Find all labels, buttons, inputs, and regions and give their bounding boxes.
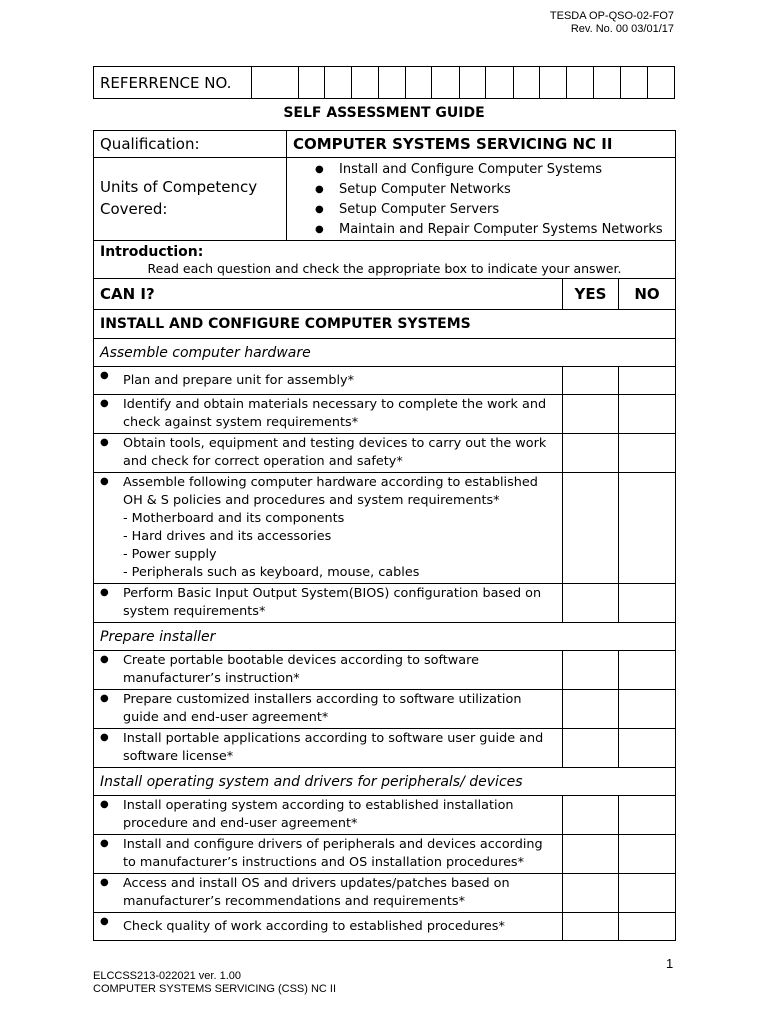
reference-box[interactable] <box>432 67 459 99</box>
reference-box[interactable] <box>621 67 647 99</box>
bullet-icon: ● <box>100 437 109 448</box>
revision-number: Rev. No. 00 03/01/17 <box>570 23 674 35</box>
assessment-row <box>94 796 676 835</box>
assessment-item-text: Check quality of work according to established procedures* <box>123 918 505 934</box>
assessment-item-text: Plan and prepare unit for assembly* <box>123 372 354 388</box>
yes-checkbox-cell[interactable] <box>563 729 619 768</box>
assessment-item <box>94 690 563 729</box>
assessment-row <box>94 729 676 768</box>
document-header <box>550 10 674 36</box>
assessment-sub-item: - Power supply <box>123 547 217 562</box>
bullet-icon: ● <box>100 838 109 849</box>
bullet-icon: ● <box>100 799 109 810</box>
introduction <box>94 241 676 279</box>
qualification-label: Qualification: <box>94 131 287 158</box>
reference-box[interactable] <box>647 67 675 99</box>
assessment-row <box>94 584 676 623</box>
no-header: NO <box>619 279 676 310</box>
footer-doc-version: ELCCSS213-022021 ver. 1.00 <box>93 970 241 982</box>
no-checkbox-cell[interactable] <box>619 690 676 729</box>
assessment-item <box>94 913 563 941</box>
reference-box[interactable] <box>324 67 351 99</box>
assessment-item <box>94 835 563 874</box>
bullet-icon: ● <box>100 476 109 487</box>
no-checkbox-cell[interactable] <box>619 651 676 690</box>
reference-box[interactable] <box>567 67 593 99</box>
assessment-item-text: Access and install OS and drivers updates/patches based on manufacturer’s recommendations and requirements* <box>123 876 510 909</box>
introduction-text: Read each question and check the appropriate box to indicate your answer. <box>147 261 622 276</box>
subsection-title: Prepare installer <box>94 623 676 651</box>
page-number: 1 <box>666 956 674 971</box>
reference-number-table <box>93 66 675 99</box>
unit-item: ● Install and Configure Computer Systems <box>339 160 675 180</box>
reference-box[interactable] <box>459 67 485 99</box>
yes-checkbox-cell[interactable] <box>563 367 619 395</box>
assessment-sub-item: - Peripherals such as keyboard, mouse, cables <box>123 565 420 580</box>
units-label: Units of Competency Covered: <box>94 158 287 241</box>
page-title: SELF ASSESSMENT GUIDE <box>283 105 485 121</box>
assessment-row <box>94 835 676 874</box>
bullet-icon: ● <box>100 398 109 409</box>
introduction-heading: Introduction: <box>100 244 204 260</box>
assessment-item <box>94 434 563 473</box>
no-checkbox-cell[interactable] <box>619 874 676 913</box>
assessment-sub-item: - Motherboard and its components <box>123 511 345 526</box>
bullet-icon: ● <box>100 587 109 598</box>
yes-checkbox-cell[interactable] <box>563 473 619 584</box>
assessment-item-text: Identify and obtain materials necessary to complete the work and check against system requirements* <box>123 397 547 430</box>
reference-box[interactable] <box>406 67 432 99</box>
assessment-row <box>94 434 676 473</box>
assessment-row <box>94 395 676 434</box>
yes-checkbox-cell[interactable] <box>563 651 619 690</box>
section-title: INSTALL AND CONFIGURE COMPUTER SYSTEMS <box>94 310 676 339</box>
yes-checkbox-cell[interactable] <box>563 690 619 729</box>
no-checkbox-cell[interactable] <box>619 729 676 768</box>
assessment-row <box>94 690 676 729</box>
reference-box[interactable] <box>352 67 378 99</box>
assessment-item <box>94 796 563 835</box>
bullet-icon: ● <box>100 732 109 743</box>
units-list-cell <box>287 158 676 241</box>
assessment-item-text: Perform Basic Input Output System(BIOS) configuration based on system requirements* <box>123 586 542 619</box>
assessment-item-text: Create portable bootable devices according to software manufacturer’s instruction* <box>123 653 479 686</box>
assessment-item <box>94 473 563 584</box>
assessment-item <box>94 651 563 690</box>
assessment-item <box>94 584 563 623</box>
bullet-icon: ● <box>100 370 109 381</box>
reference-box[interactable] <box>252 67 298 99</box>
document-footer <box>93 970 336 996</box>
yes-checkbox-cell[interactable] <box>563 434 619 473</box>
no-checkbox-cell[interactable] <box>619 434 676 473</box>
yes-checkbox-cell[interactable] <box>563 874 619 913</box>
yes-checkbox-cell[interactable] <box>563 835 619 874</box>
no-checkbox-cell[interactable] <box>619 796 676 835</box>
yes-header: YES <box>563 279 619 310</box>
unit-item: ● Setup Computer Networks <box>339 180 675 200</box>
assessment-item-text: Install operating system according to established installation procedure and end-user agreement* <box>123 798 514 831</box>
no-checkbox-cell[interactable] <box>619 913 676 941</box>
footer-qualification: COMPUTER SYSTEMS SERVICING (CSS) NC II <box>93 983 337 995</box>
assessment-item-text: Obtain tools, equipment and testing devices to carry out the work and check for correct operation and safety* <box>123 436 547 469</box>
assessment-row <box>94 473 676 584</box>
assessment-item-text: Install and configure drivers of peripherals and devices according to manufacturer’s instructions and OS installation procedures* <box>123 837 543 870</box>
reference-box[interactable] <box>593 67 620 99</box>
yes-checkbox-cell[interactable] <box>563 913 619 941</box>
assessment-row <box>94 367 676 395</box>
assessment-sub-item: - Hard drives and its accessories <box>123 529 332 544</box>
yes-checkbox-cell[interactable] <box>563 796 619 835</box>
can-i-header: CAN I? <box>94 279 563 310</box>
unit-item: ● Maintain and Repair Computer Systems Networks <box>339 220 675 240</box>
units-list <box>287 160 675 240</box>
unit-item: ● Setup Computer Servers <box>339 200 675 220</box>
assessment-item <box>94 367 563 395</box>
qualification-value: COMPUTER SYSTEMS SERVICING NC II <box>287 131 676 158</box>
assessment-item-text: Prepare customized installers according to software utilization guide and end-user agreement* <box>123 692 522 725</box>
reference-box[interactable] <box>539 67 566 99</box>
reference-box[interactable] <box>298 67 324 99</box>
assessment-row <box>94 651 676 690</box>
subsection-title: Assemble computer hardware <box>94 339 676 367</box>
assessment-item <box>94 874 563 913</box>
assessment-row <box>94 874 676 913</box>
assessment-item-text: Install portable applications according to software user guide and software license* <box>123 731 544 764</box>
reference-box[interactable] <box>513 67 539 99</box>
reference-label: REFERRENCE NO. <box>94 67 252 99</box>
no-checkbox-cell[interactable] <box>619 473 676 584</box>
self-assessment-table <box>93 130 676 941</box>
yes-checkbox-cell[interactable] <box>563 584 619 623</box>
bullet-icon: ● <box>100 877 109 888</box>
no-checkbox-cell[interactable] <box>619 835 676 874</box>
bullet-icon: ● <box>100 916 109 927</box>
reference-box[interactable] <box>378 67 405 99</box>
assessment-item-text: Assemble following computer hardware according to established OH & S policies and procedures and system requirements* <box>123 475 538 508</box>
assessment-item <box>94 395 563 434</box>
reference-box[interactable] <box>486 67 513 99</box>
yes-checkbox-cell[interactable] <box>563 395 619 434</box>
assessment-item <box>94 729 563 768</box>
no-checkbox-cell[interactable] <box>619 367 676 395</box>
no-checkbox-cell[interactable] <box>619 584 676 623</box>
bullet-icon: ● <box>100 654 109 665</box>
doc-code: TESDA OP-QSO-02-FO7 <box>549 10 674 22</box>
no-checkbox-cell[interactable] <box>619 395 676 434</box>
subsection-title: Install operating system and drivers for peripherals/ devices <box>94 768 676 796</box>
bullet-icon: ● <box>100 693 109 704</box>
assessment-row <box>94 913 676 941</box>
